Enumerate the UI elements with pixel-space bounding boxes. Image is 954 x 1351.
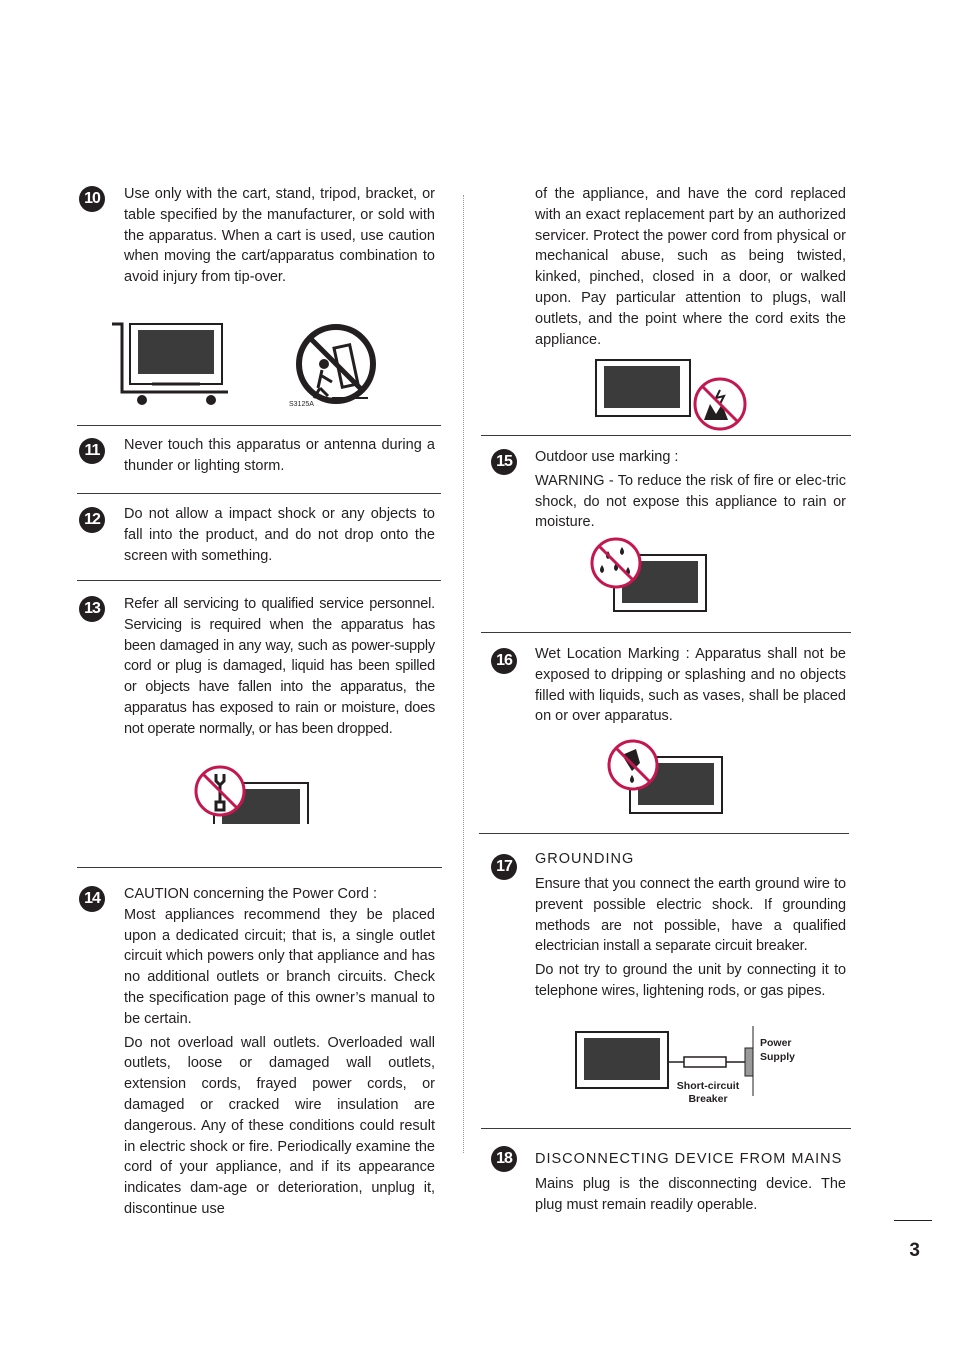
item-number-16: 16 (491, 648, 517, 674)
section-divider (77, 580, 441, 581)
no-rain-illustration (588, 537, 710, 615)
item-14-continued-text: of the appliance, and have the cord replaced with an exact replacement part by an authorized servicer. Protect the power cord from physical or mechanical abuse, such as being twisted, kinked, pinched, closed in a door, or walked upon. Pay particular attention to plugs, wall outlets, and the point where the cord exits the appliance. (535, 186, 846, 348)
page-number: 3 (909, 1240, 920, 1261)
item-number-17: 17 (491, 854, 517, 880)
section-divider (77, 425, 441, 426)
item-17-text: Ensure that you connect the earth ground wire to prevent possible electric shock. If grounding methods are not possible, have a qualified electrician install a separate circuit breaker. Do not try to ground the unit by connecting it to telephone wires, lightening rods, or gas pipes. (535, 876, 846, 999)
column-divider (463, 195, 464, 1153)
item-number-15: 15 (491, 449, 517, 475)
section-divider (481, 632, 851, 633)
page-number-rule (894, 1220, 932, 1221)
cart-code-label: S3125A (289, 401, 314, 408)
item-11-text: Never touch this apparatus or antenna during a thunder or lighting storm. (124, 437, 435, 474)
section-divider (479, 833, 849, 834)
grounding-diagram (572, 1024, 812, 1108)
cart-tip-over-warning-icon (286, 320, 382, 410)
breaker-label-line2: Breaker (688, 1093, 728, 1105)
no-liquids-illustration (606, 739, 724, 823)
section-divider (481, 1128, 851, 1129)
section-divider (481, 435, 851, 436)
disconnecting-heading: DISCONNECTING DEVICE FROM MAINS (535, 1151, 843, 1167)
section-divider (77, 867, 442, 868)
item-number-18: 18 (491, 1146, 517, 1172)
item-16-text: Wet Location Marking : Apparatus shall not be exposed to dripping or splashing and no objects filled with liquids, such as vases, shall be placed on or over apparatus. (535, 646, 846, 725)
item-12-text: Do not allow a impact shock or any objects to fall into the product, and do not drop onto the screen with something. (124, 506, 435, 564)
item-number-12: 12 (79, 507, 105, 533)
grounding-heading: GROUNDING (535, 851, 635, 867)
no-servicing-illustration (192, 764, 314, 824)
item-15-text: Outdoor use marking : WARNING - To reduce the risk of fire or elec-tric shock, do not expose this appliance to rain or moisture. (535, 449, 846, 531)
item-number-10: 10 (79, 186, 105, 212)
item-13-text: Refer all servicing to qualified service personnel. Servicing is required when the apparatus has been damaged in any way, such as power-supply cord or plug is damaged, liquid has been spilled or objects have fallen into the apparatus, the apparatus has exposed to rain or moisture, does not operate normally, or has been dropped. (124, 596, 435, 737)
breaker-label-line1: Short-circuit (676, 1080, 740, 1092)
item-14-text: CAUTION concerning the Power Cord : Most appliances recommend they be placed upon a dedicated circuit; that is, a single outlet circuit which powers only that appliance and has no additional outlets or branch circuits. Check the specification page of this owner’s manual to be certain. Do not overload wall outlets. Overloaded wall outlets, loose or damaged wall outlets, extension cords, frayed power cords, or damaged or cracked wire insulation are dangerous. Any of these conditions could result in electric shock or fire. Periodically examine the cord of your appliance, and if its appearance indicates dam-age or deterioration, unplug it, discontinue use (124, 886, 435, 1217)
item-number-11: 11 (79, 438, 105, 464)
power-supply-label-line1: Power (760, 1037, 792, 1049)
section-divider (77, 493, 441, 494)
cart-illustration (108, 320, 238, 408)
item-18-text: Mains plug is the disconnecting device. The plug must remain readily operable. (535, 1176, 846, 1213)
power-cord-warning-illustration (594, 356, 750, 432)
power-supply-label-line2: Supply (760, 1051, 796, 1063)
item-number-14: 14 (79, 886, 105, 912)
item-number-13: 13 (79, 596, 105, 622)
item-10-text: Use only with the cart, stand, tripod, bracket, or table specified by the manufacturer, or sold with the apparatus. When a cart is used, use caution when moving the cart/apparatus combination to avoid injury from tip-over. (124, 186, 435, 286)
